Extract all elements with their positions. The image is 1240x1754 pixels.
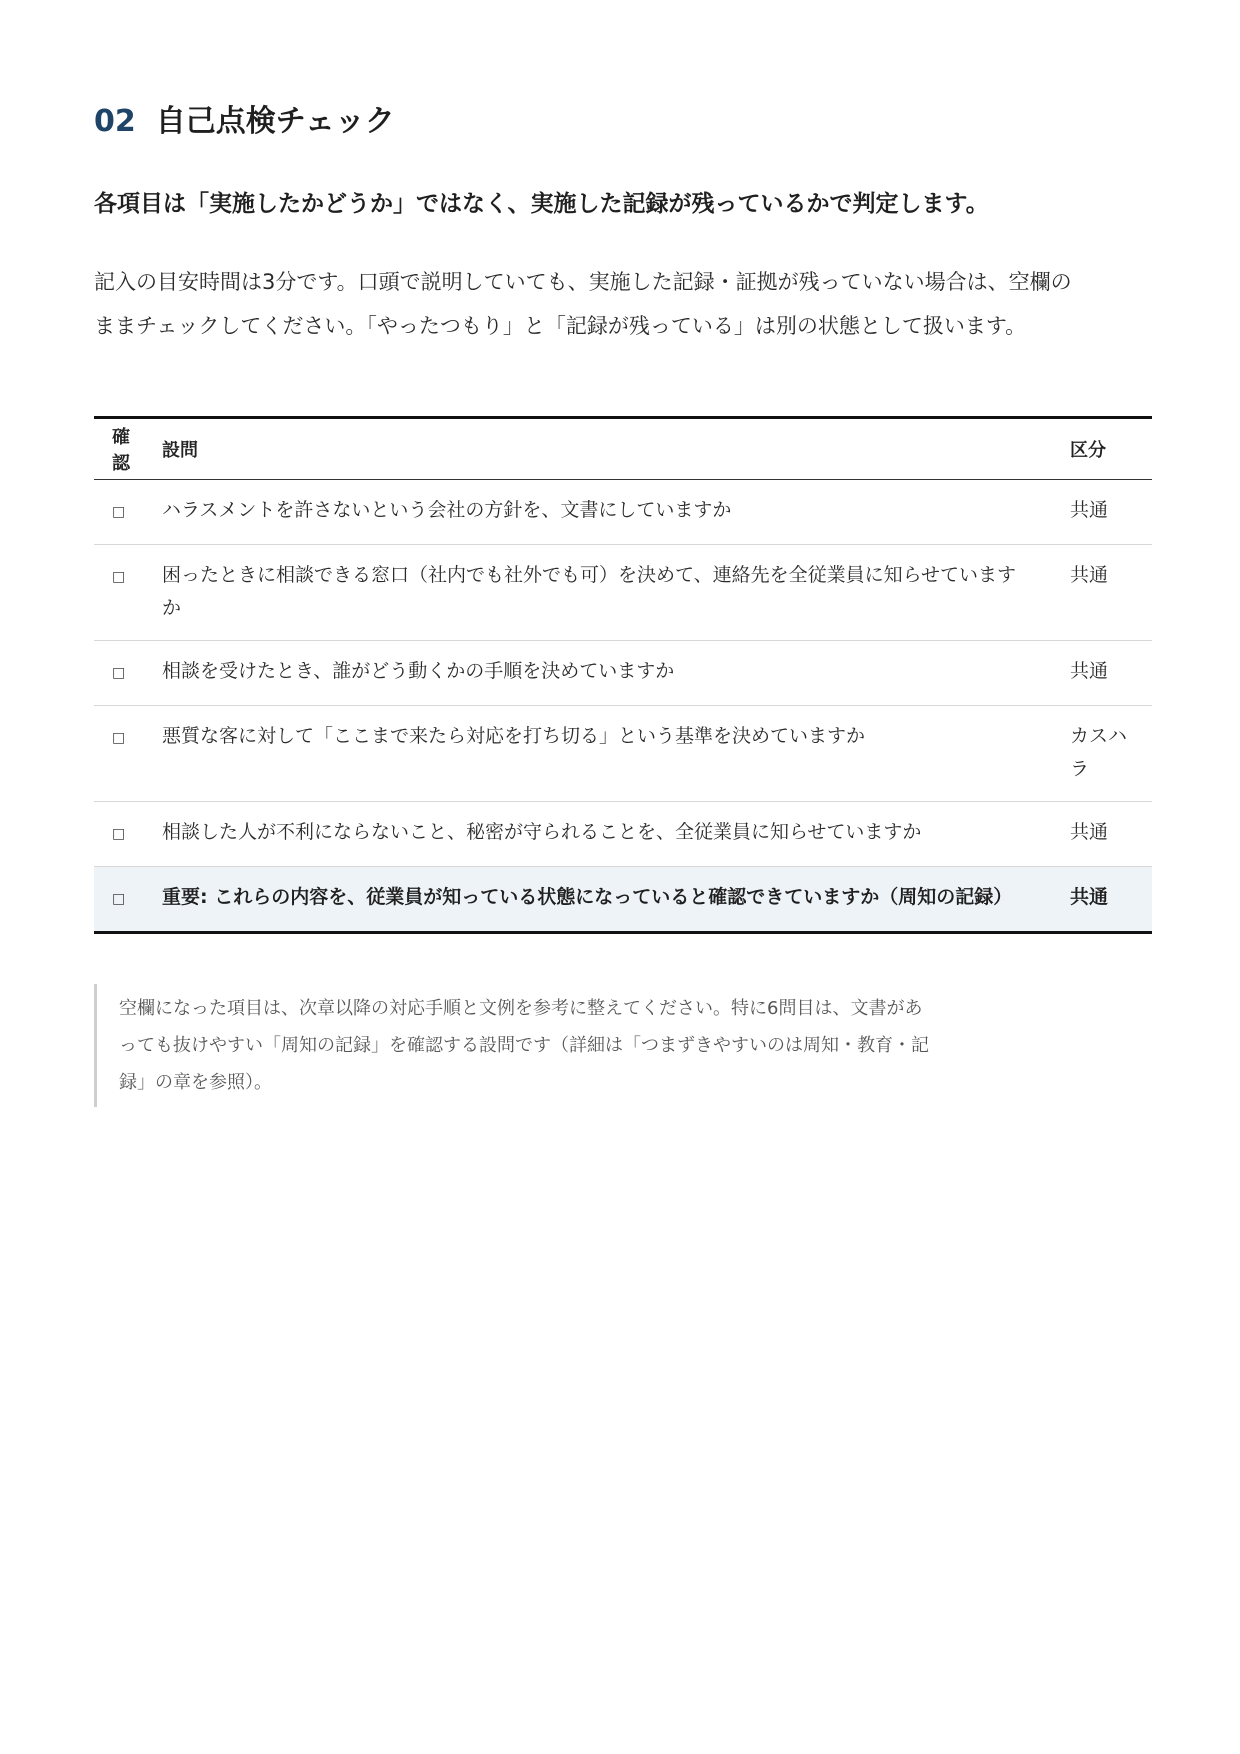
table-row [94, 641, 1152, 706]
category-4: カスハラ [1052, 706, 1152, 802]
category-5: 共通 [1052, 802, 1152, 867]
lead-statement: 各項目は「実施したかどうか」ではなく、実施した記録が残っているかで判定します。 [94, 191, 989, 217]
category-2: 共通 [1052, 545, 1152, 641]
table-row-important [94, 867, 1152, 933]
category-1: 共通 [1052, 480, 1152, 545]
table-row [94, 706, 1152, 802]
body-paragraph: 記入の目安時間は3分です。口頭で説明していても、実施した記録・証拠が残っていない場合は、空欄のままチェックしてください。「やったつもり」と「記録が残っている」は別の状態として扱います。 [94, 270, 1072, 338]
question-5: 相談した人が不利にならないこと、秘密が守られることを、全従業員に知らせていますか [144, 802, 1052, 867]
section-title: 自己点検チェック [155, 104, 395, 139]
checkbox-2[interactable]: □ [112, 569, 126, 585]
question-2: 困ったときに相談できる窓口（社内でも社外でも可）を決めて、連絡先を全従業員に知らせていますか [144, 545, 1052, 641]
self-check-table [94, 416, 1152, 934]
question-1: ハラスメントを許さないという会社の方針を、文書にしていますか [144, 480, 1052, 545]
checkbox-3[interactable]: □ [112, 665, 126, 681]
category-6: 共通 [1052, 867, 1152, 933]
checkbox-1[interactable]: □ [112, 504, 126, 520]
checkbox-4[interactable]: □ [112, 730, 126, 746]
category-3: 共通 [1052, 641, 1152, 706]
checkbox-6[interactable]: □ [112, 891, 126, 907]
note-callout: 空欄になった項目は、次章以降の対応手順と文例を参考に整えてください。特に6問目は、文書があっても抜けやすい「周知の記録」を確認する設問です（詳細は「つまずきやすいのは周知・教育・記録」の章を参照）。 [94, 984, 939, 1107]
table-row [94, 545, 1152, 641]
header-check: 確認 [94, 418, 144, 480]
header-question: 設問 [144, 418, 1052, 480]
page [94, 100, 1152, 1107]
section-heading [94, 100, 1152, 144]
question-3: 相談を受けたとき、誰がどう動くかの手順を決めていますか [144, 641, 1052, 706]
question-6: 重要: これらの内容を、従業員が知っている状態になっていると確認できていますか（周知の記録） [144, 867, 1052, 933]
checkbox-5[interactable]: □ [112, 826, 126, 842]
question-4: 悪質な客に対して「ここまで来たら対応を打ち切る」という基準を決めていますか [144, 706, 1052, 802]
header-category: 区分 [1052, 418, 1152, 480]
table-row [94, 480, 1152, 545]
section-number: 02 [94, 104, 136, 139]
table-header-row [94, 418, 1152, 480]
table-row [94, 802, 1152, 867]
